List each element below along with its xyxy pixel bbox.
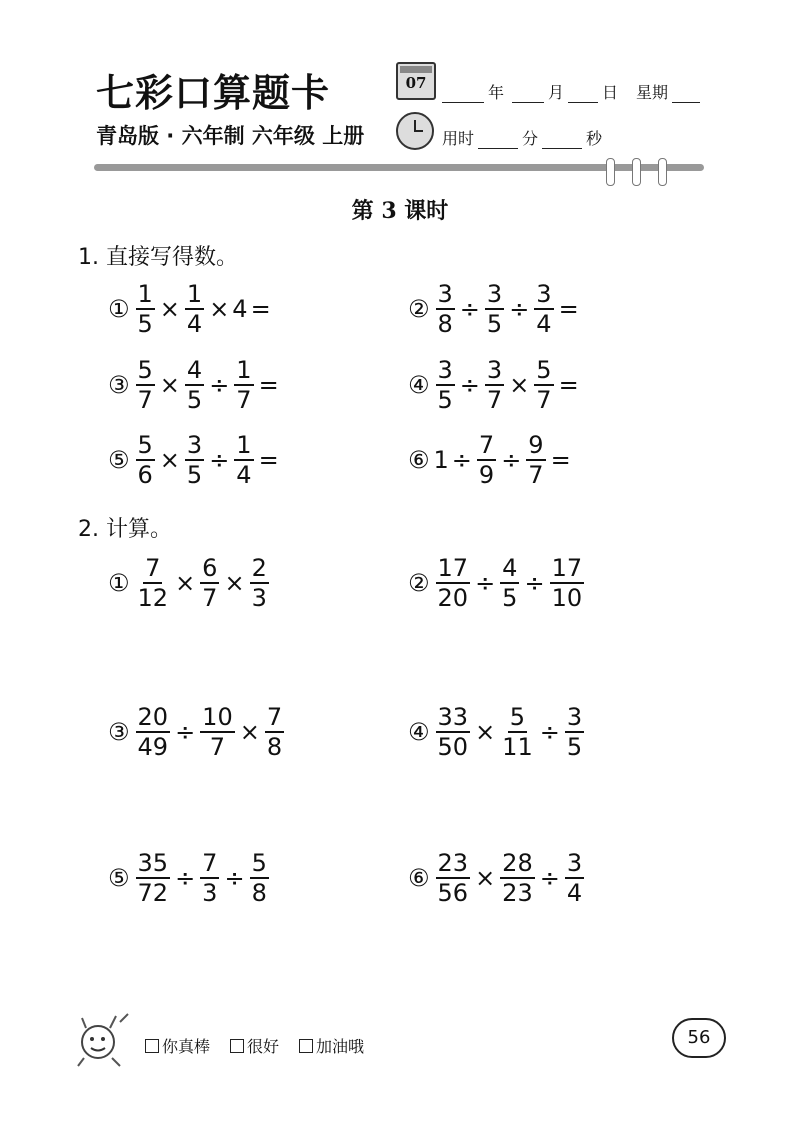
- operator: ÷: [175, 864, 196, 892]
- fraction: [500, 705, 535, 759]
- checkbox-great[interactable]: 你真棒: [145, 1034, 210, 1057]
- clock-icon: [396, 112, 434, 150]
- denominator: 3: [202, 879, 218, 907]
- operator: ÷: [501, 446, 522, 474]
- fraction: [234, 358, 253, 412]
- operator: ×: [509, 371, 530, 399]
- fraction: [500, 851, 535, 905]
- numerator: 6: [202, 554, 218, 582]
- calendar-icon: [396, 62, 436, 100]
- denominator: 5: [566, 733, 583, 761]
- denominator: 5: [437, 386, 453, 414]
- numerator: 3: [437, 280, 453, 308]
- denominator: 9: [478, 461, 495, 489]
- numerator: 17: [551, 554, 583, 582]
- minutes-label: 分: [522, 129, 539, 148]
- fraction: [534, 282, 553, 336]
- problem-index: ⑥: [408, 864, 430, 892]
- problem-index: ⑤: [108, 446, 130, 474]
- numerator: 10: [202, 703, 233, 731]
- section2-problem-6: [408, 851, 586, 905]
- weekday-label: 星期: [636, 83, 669, 102]
- operator: ÷: [459, 371, 480, 399]
- fraction: [185, 433, 204, 487]
- binder-ring-icon: [606, 158, 615, 186]
- operator: ÷: [451, 446, 472, 474]
- operator: ÷: [509, 295, 530, 323]
- numerator: 5: [137, 431, 153, 459]
- whole-number: 4: [232, 295, 248, 323]
- problem-index: ④: [408, 718, 430, 746]
- problem-index: ④: [408, 371, 430, 399]
- checkbox-good[interactable]: 很好: [230, 1034, 279, 1057]
- denominator: 4: [186, 310, 203, 338]
- numerator: 3: [486, 280, 503, 308]
- numerator: 23: [437, 849, 469, 877]
- whole-number: 1: [433, 446, 449, 474]
- section2-problem-1: [108, 556, 271, 610]
- numerator: 5: [137, 356, 153, 384]
- fraction: [534, 358, 553, 412]
- operator: =: [250, 295, 271, 323]
- section1-problem-5: [108, 433, 282, 487]
- fraction: [565, 851, 584, 905]
- day-label: 日: [602, 83, 619, 102]
- fraction: [436, 705, 471, 759]
- numerator: 3: [437, 356, 453, 384]
- operator: ÷: [539, 864, 560, 892]
- fraction: [200, 851, 219, 905]
- operator: ×: [159, 295, 180, 323]
- section2-problem-3: [108, 705, 286, 759]
- operator: ×: [159, 371, 180, 399]
- denominator: 10: [551, 584, 583, 612]
- section2-problem-5: [108, 851, 271, 905]
- fraction: [250, 556, 269, 610]
- seconds-blank[interactable]: [542, 132, 582, 149]
- problem-index: ①: [108, 295, 130, 323]
- denominator: 5: [486, 310, 503, 338]
- checkbox-keep-going[interactable]: 加油哦: [299, 1034, 364, 1057]
- minutes-blank[interactable]: [478, 132, 518, 149]
- fraction: [500, 556, 519, 610]
- denominator: 6: [137, 461, 153, 489]
- denominator: 12: [137, 584, 169, 612]
- section1-problem-2: [408, 282, 582, 336]
- denominator: 56: [437, 879, 469, 907]
- numerator: 20: [137, 703, 169, 731]
- edition-label: 青岛版 · 六年制 六年级 上册: [96, 124, 365, 148]
- denominator: 7: [209, 733, 226, 761]
- numerator: 1: [186, 280, 203, 308]
- problem-index: ⑤: [108, 864, 130, 892]
- denominator: 4: [236, 461, 252, 489]
- calendar-number: 07: [405, 74, 427, 92]
- denominator: 5: [186, 461, 203, 489]
- numerator: 5: [536, 356, 552, 384]
- fraction: [250, 851, 269, 905]
- numerator: 5: [509, 703, 526, 731]
- rating-checkboxes: [145, 1034, 364, 1057]
- numerator: 35: [137, 849, 169, 877]
- operator: ÷: [475, 569, 496, 597]
- numerator: 1: [236, 356, 252, 384]
- denominator: 5: [186, 386, 203, 414]
- denominator: 3: [251, 584, 267, 612]
- denominator: 5: [502, 584, 518, 612]
- month-label: 月: [548, 83, 565, 102]
- operator: ÷: [224, 864, 245, 892]
- operator: ×: [224, 569, 245, 597]
- operator: ×: [475, 864, 496, 892]
- operator: ÷: [524, 569, 545, 597]
- operator: ×: [475, 718, 496, 746]
- denominator: 50: [437, 733, 469, 761]
- numerator: 4: [502, 554, 518, 582]
- numerator: 7: [478, 431, 495, 459]
- operator: ×: [159, 446, 180, 474]
- problem-index: ③: [108, 718, 130, 746]
- numerator: 3: [486, 356, 503, 384]
- time-fields: [442, 126, 602, 149]
- date-fields: [442, 80, 700, 103]
- day-blank[interactable]: [568, 86, 598, 103]
- denominator: 4: [536, 310, 552, 338]
- numerator: 7: [145, 554, 161, 582]
- fraction: [234, 433, 253, 487]
- fraction: [200, 556, 219, 610]
- denominator: 7: [236, 386, 252, 414]
- numerator: 1: [137, 280, 153, 308]
- fraction: [136, 705, 171, 759]
- denominator: 23: [502, 879, 533, 907]
- operator: ×: [209, 295, 230, 323]
- fraction: [136, 851, 171, 905]
- fraction: [526, 433, 545, 487]
- numerator: 3: [566, 849, 583, 877]
- fraction: [565, 705, 584, 759]
- section2-title: 2. 计算。: [78, 517, 172, 542]
- section1-title: 1. 直接写得数。: [78, 245, 238, 270]
- problem-index: ②: [408, 569, 430, 597]
- numerator: 33: [437, 703, 469, 731]
- numerator: 3: [186, 431, 203, 459]
- fraction: [550, 556, 585, 610]
- brand-title: 七彩口算题卡: [96, 70, 331, 115]
- denominator: 11: [502, 733, 533, 761]
- numerator: 7: [266, 703, 283, 731]
- denominator: 8: [266, 733, 283, 761]
- denominator: 8: [437, 310, 453, 338]
- fraction: [136, 282, 155, 336]
- denominator: 49: [137, 733, 169, 761]
- denominator: 7: [536, 386, 552, 414]
- problem-index: ①: [108, 569, 130, 597]
- fraction: [485, 282, 504, 336]
- numerator: 2: [251, 554, 267, 582]
- fraction: [185, 358, 204, 412]
- numerator: 5: [251, 849, 267, 877]
- denominator: 72: [137, 879, 169, 907]
- problem-index: ③: [108, 371, 130, 399]
- operator: ÷: [175, 718, 196, 746]
- operator: =: [550, 446, 571, 474]
- denominator: 7: [202, 584, 218, 612]
- month-blank[interactable]: [512, 86, 544, 103]
- fraction: [485, 358, 504, 412]
- lesson-title: 第 3 课时: [351, 198, 449, 224]
- fraction: [265, 705, 284, 759]
- section2-problem-4: [408, 705, 586, 759]
- denominator: 20: [437, 584, 469, 612]
- numerator: 28: [502, 849, 533, 877]
- binder-ring-icon: [632, 158, 641, 186]
- operator: ×: [175, 569, 196, 597]
- denominator: 7: [137, 386, 153, 414]
- year-label: 年: [488, 83, 505, 102]
- seconds-label: 秒: [586, 129, 603, 148]
- operator: =: [558, 371, 579, 399]
- fraction: [477, 433, 496, 487]
- denominator: 7: [486, 386, 503, 414]
- numerator: 17: [437, 554, 469, 582]
- operator: =: [258, 446, 279, 474]
- fraction: [436, 282, 455, 336]
- section1-problem-1: [108, 282, 274, 336]
- denominator: 4: [566, 879, 583, 907]
- fraction: [200, 705, 235, 759]
- denominator: 5: [137, 310, 153, 338]
- fraction: [436, 358, 455, 412]
- problem-index: ②: [408, 295, 430, 323]
- denominator: 7: [528, 461, 544, 489]
- operator: ÷: [209, 371, 230, 399]
- numerator: 1: [236, 431, 252, 459]
- fraction: [436, 556, 471, 610]
- section1-problem-6: [408, 433, 574, 487]
- binder-ring-icon: [658, 158, 667, 186]
- fraction: [436, 851, 471, 905]
- fraction: [136, 433, 155, 487]
- page-number: 56: [672, 1018, 726, 1058]
- numerator: 3: [536, 280, 552, 308]
- time-used-label: 用时: [442, 129, 475, 148]
- mascot-icon: [72, 1012, 134, 1068]
- weekday-blank[interactable]: [672, 86, 700, 103]
- operator: =: [558, 295, 579, 323]
- fraction: [136, 556, 171, 610]
- numerator: 3: [566, 703, 583, 731]
- operator: ÷: [459, 295, 480, 323]
- denominator: 8: [251, 879, 267, 907]
- numerator: 7: [202, 849, 218, 877]
- operator: ×: [239, 718, 260, 746]
- problem-index: ⑥: [408, 446, 430, 474]
- operator: ÷: [209, 446, 230, 474]
- section1-problem-4: [408, 358, 582, 412]
- fraction: [185, 282, 204, 336]
- operator: ÷: [539, 718, 560, 746]
- section1-problem-3: [108, 358, 282, 412]
- year-blank[interactable]: [442, 86, 484, 103]
- fraction: [136, 358, 155, 412]
- numerator: 4: [186, 356, 203, 384]
- operator: =: [258, 371, 279, 399]
- numerator: 9: [528, 431, 544, 459]
- section2-problem-2: [408, 556, 586, 610]
